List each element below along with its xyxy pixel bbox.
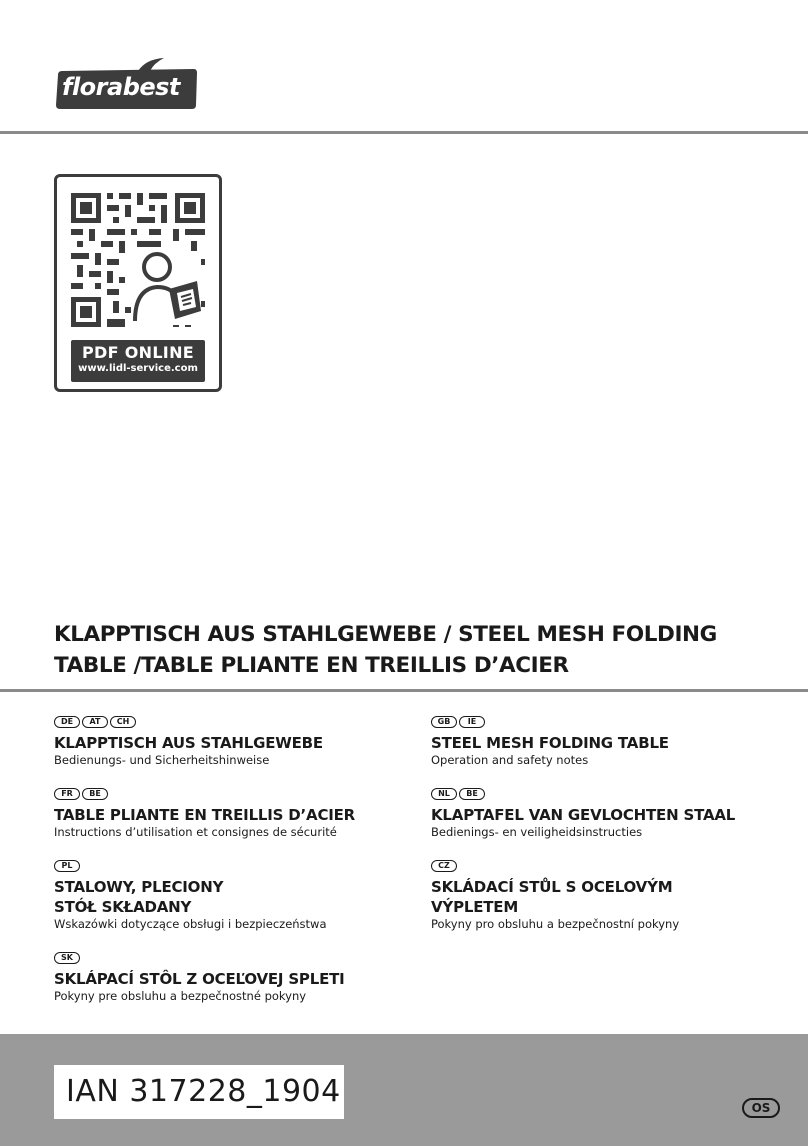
language-entry-de [54,716,414,767]
country-code-badge: BE [459,788,485,800]
country-code-badge: FR [54,788,80,800]
language-entry-fr [54,788,414,839]
os-badge: OS [742,1098,780,1118]
entry-subtitle: Pokyny pro obsluhu a bezpečnostní pokyny [431,917,680,931]
country-code-badge: NL [431,788,457,800]
entry-subtitle: Bedienings- en veiligheidsinstructies [431,825,643,839]
entry-title-line2: STÓŁ SKŁADANY [54,898,192,916]
country-code-badge: IE [459,716,485,728]
language-entry-sk [54,952,414,1003]
brand-name: florabest [62,73,180,101]
entry-subtitle: Pokyny pre obsluhu a bezpečnostné pokyny [54,989,307,1003]
qr-code-icon [71,193,205,327]
entry-title: STEEL MESH FOLDING TABLE [431,734,669,752]
country-code-badge: CZ [431,860,457,872]
country-code-badge: PL [54,860,80,872]
entry-title-line1: STALOWY, PLECIONY [54,878,224,896]
service-url[interactable]: www.lidl-service.com [78,363,198,374]
entry-title: KLAPPTISCH AUS STAHLGEWEBE [54,734,323,752]
country-code-badge: AT [82,716,108,728]
ian-number: IAN 317228_1904 [54,1065,344,1119]
language-entry-pl [54,860,414,931]
country-code-badge: CH [110,716,136,728]
language-entry-nl [431,788,791,839]
entry-title: SKLÁPACÍ STÔL Z OCEĽOVEJ SPLETI [54,970,345,988]
qr-code-panel[interactable] [54,174,222,392]
entry-subtitle: Operation and safety notes [431,753,589,767]
leaf-icon [138,58,164,71]
language-entry-gb [431,716,791,767]
entry-title: TABLE PLIANTE EN TREILLIS D’ACIER [54,806,356,824]
footer-band [0,1034,808,1146]
pdf-online-label [71,340,205,382]
country-code-badge: DE [54,716,80,728]
country-code-badge: BE [82,788,108,800]
product-title-line2: TABLE /TABLE PLIANTE EN TREILLIS D’ACIER [54,653,569,678]
country-code-badge: SK [54,952,80,964]
middle-divider [0,689,808,692]
entry-title-line1: SKLÁDACÍ STŮL S OCELOVÝM [431,878,673,896]
florabest-logo [54,57,198,111]
pdf-online-title: PDF ONLINE [82,343,194,362]
product-title-line1: KLAPPTISCH AUS STAHLGEWEBE / STEEL MESH FOLDING [54,622,717,647]
entry-subtitle: Bedienungs- und Sicherheitshinweise [54,753,270,767]
entry-subtitle: Wskazówki dotyczące obsługi i bezpieczeństwa [54,917,327,931]
language-entry-cz [431,860,791,931]
product-title [54,619,794,681]
entry-title: KLAPTAFEL VAN GEVLOCHTEN STAAL [431,806,736,824]
country-code-badge: GB [431,716,457,728]
top-divider [0,131,808,134]
person-reading-manual-icon [131,251,201,325]
entry-title-line2: VÝPLETEM [431,898,519,916]
entry-subtitle: Instructions d’utilisation et consignes de sécurité [54,825,337,839]
